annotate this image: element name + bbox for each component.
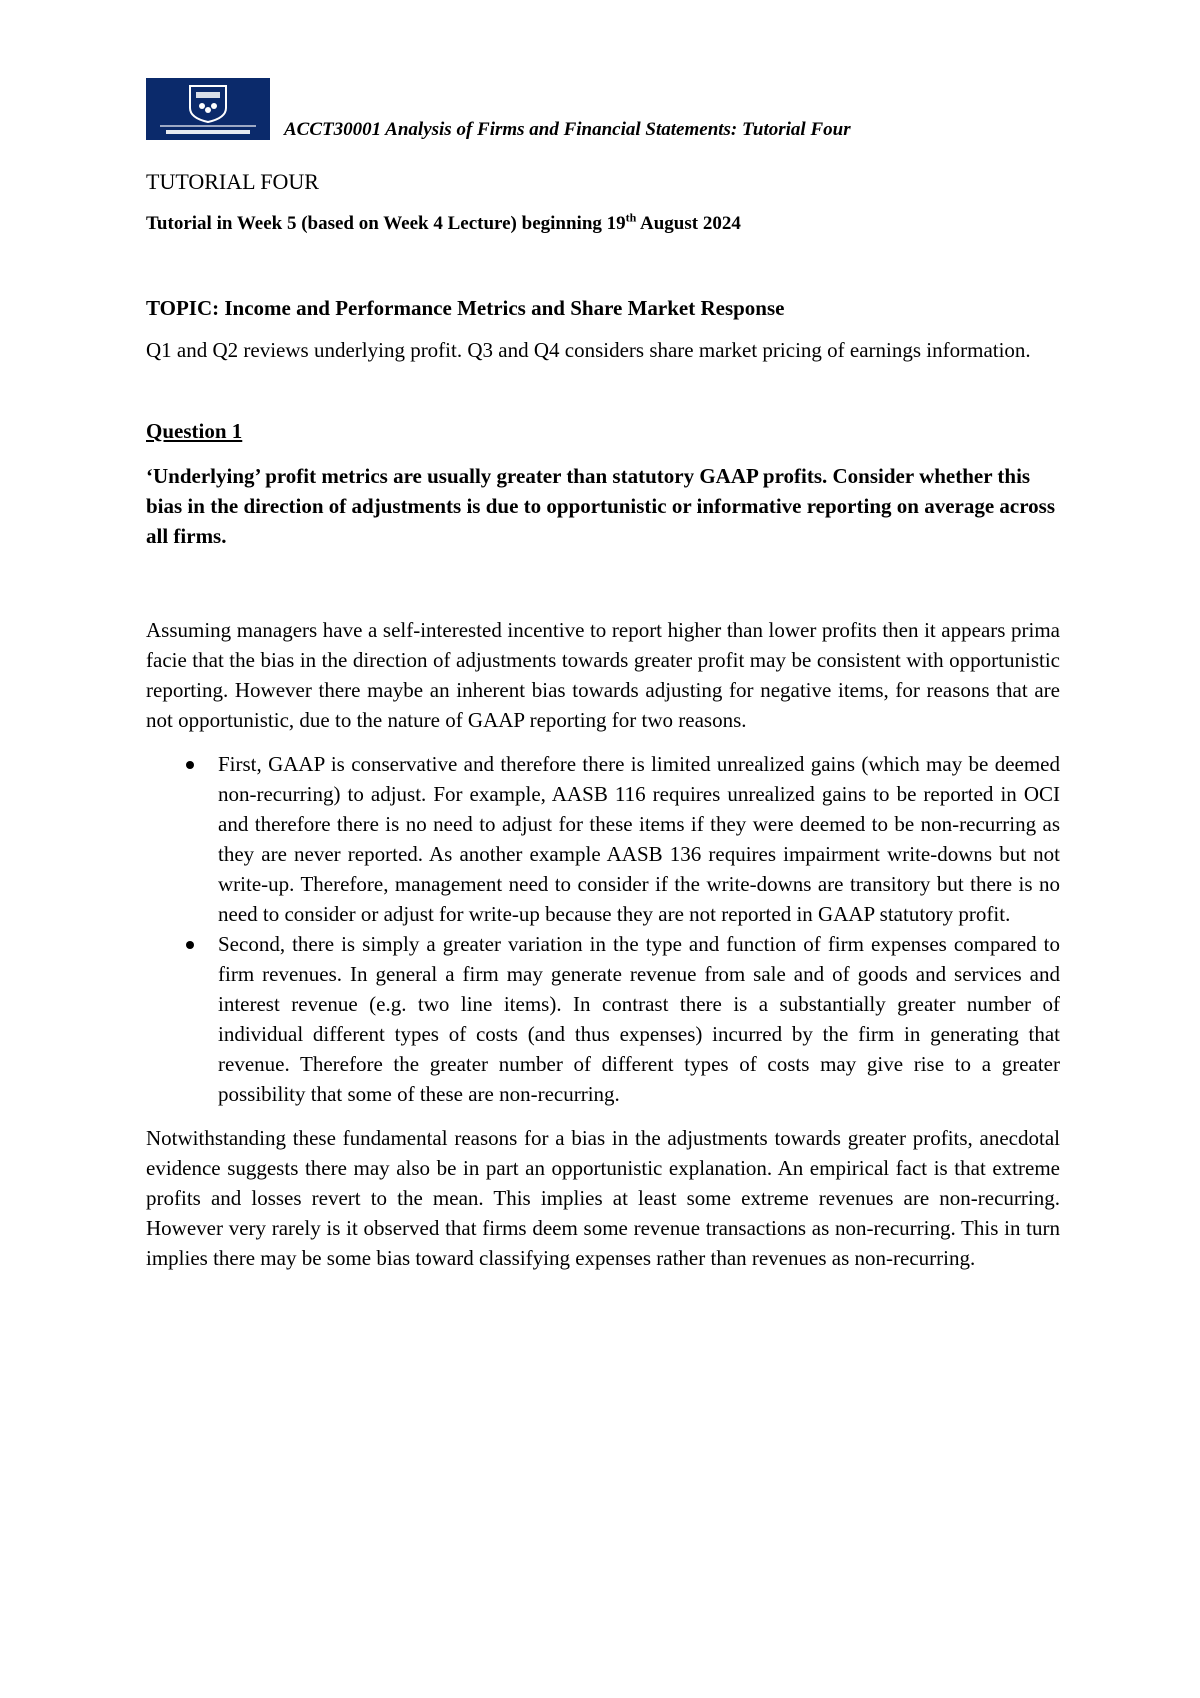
university-logo xyxy=(146,78,270,140)
page-header xyxy=(146,70,1060,140)
question-1-text: ‘Underlying’ profit metrics are usually greater than statutory GAAP profits. Consider whether this bias in the direction of adjustments is due to opportunistic or informative reporting on average across all firms. xyxy=(146,464,1056,548)
question-1-heading: Question 1 xyxy=(146,419,243,443)
university-crest-icon xyxy=(146,78,270,140)
list-item xyxy=(146,749,1060,929)
page-content xyxy=(146,70,1060,1287)
document-title: TUTORIAL FOUR xyxy=(146,169,319,194)
answer-paragraph-1: Assuming managers have a self-interested incentive to report higher than lower profits then it appears prima facie that the bias in the direction of adjustments towards greater profit may be consistent with opportunistic reporting. However there maybe an inherent bias towards adjusting for negative items, for reasons that are not opportunistic, due to the nature of GAAP reporting for two reasons. xyxy=(146,618,1060,732)
bullet-icon xyxy=(186,761,194,769)
list-item-text: Second, there is simply a greater variation in the type and function of firm expenses compared to firm revenues. In general a firm may generate revenue from sale and of goods and services and interest revenue (e.g. two line items). In contrast there is a substantially greater number of individual different types of costs (and thus expenses) incurred by the firm in generating that revenue. Therefore the greater number of different types of costs may give rise to a greater possibility that some of these are non-recurring. xyxy=(218,932,1060,1106)
intro-paragraph: Q1 and Q2 reviews underlying profit. Q3 and Q4 considers share market pricing of earnings information. xyxy=(146,338,1031,362)
course-title: ACCT30001 Analysis of Firms and Financial Statements: Tutorial Four xyxy=(284,119,851,140)
topic-heading: TOPIC: Income and Performance Metrics and Share Market Response xyxy=(146,296,785,320)
list-item xyxy=(146,929,1060,1109)
subtitle-main: Tutorial in Week 5 (based on Week 4 Lecture) beginning 19 xyxy=(146,213,626,234)
tutorial-week-line xyxy=(146,210,1060,238)
reasons-list xyxy=(146,749,1060,1109)
answer-paragraph-2: Notwithstanding these fundamental reasons for a bias in the adjustments towards greater profits, anecdotal evidence suggests there may also be in part an opportunistic explanation. An empirical fact is that extreme profits and losses revert to the mean. This implies at least some extreme revenues are non-recurring. However very rarely is it observed that firms deem some revenue transactions as non-recurring. This in turn implies there may be some bias toward classifying expenses rather than revenues as non-recurring. xyxy=(146,1126,1060,1270)
subtitle-superscript: th xyxy=(625,210,637,225)
bullet-icon xyxy=(186,941,194,949)
subtitle-date: August 2024 xyxy=(636,213,741,234)
list-item-text: First, GAAP is conservative and therefore there is limited unrealized gains (which may be deemed non-recurring) to adjust. For example, AASB 116 requires unrealized gains to be reported in OCI and therefore there is no need to adjust for these items if they were deemed to be non-recurring as they are never reported. As another example AASB 136 requires impairment write-downs but not write-up. Therefore, management need to consider if the write-downs are transitory but there is no need to consider or adjust for write-up because they are not reported in GAAP statutory profit. xyxy=(218,752,1060,926)
